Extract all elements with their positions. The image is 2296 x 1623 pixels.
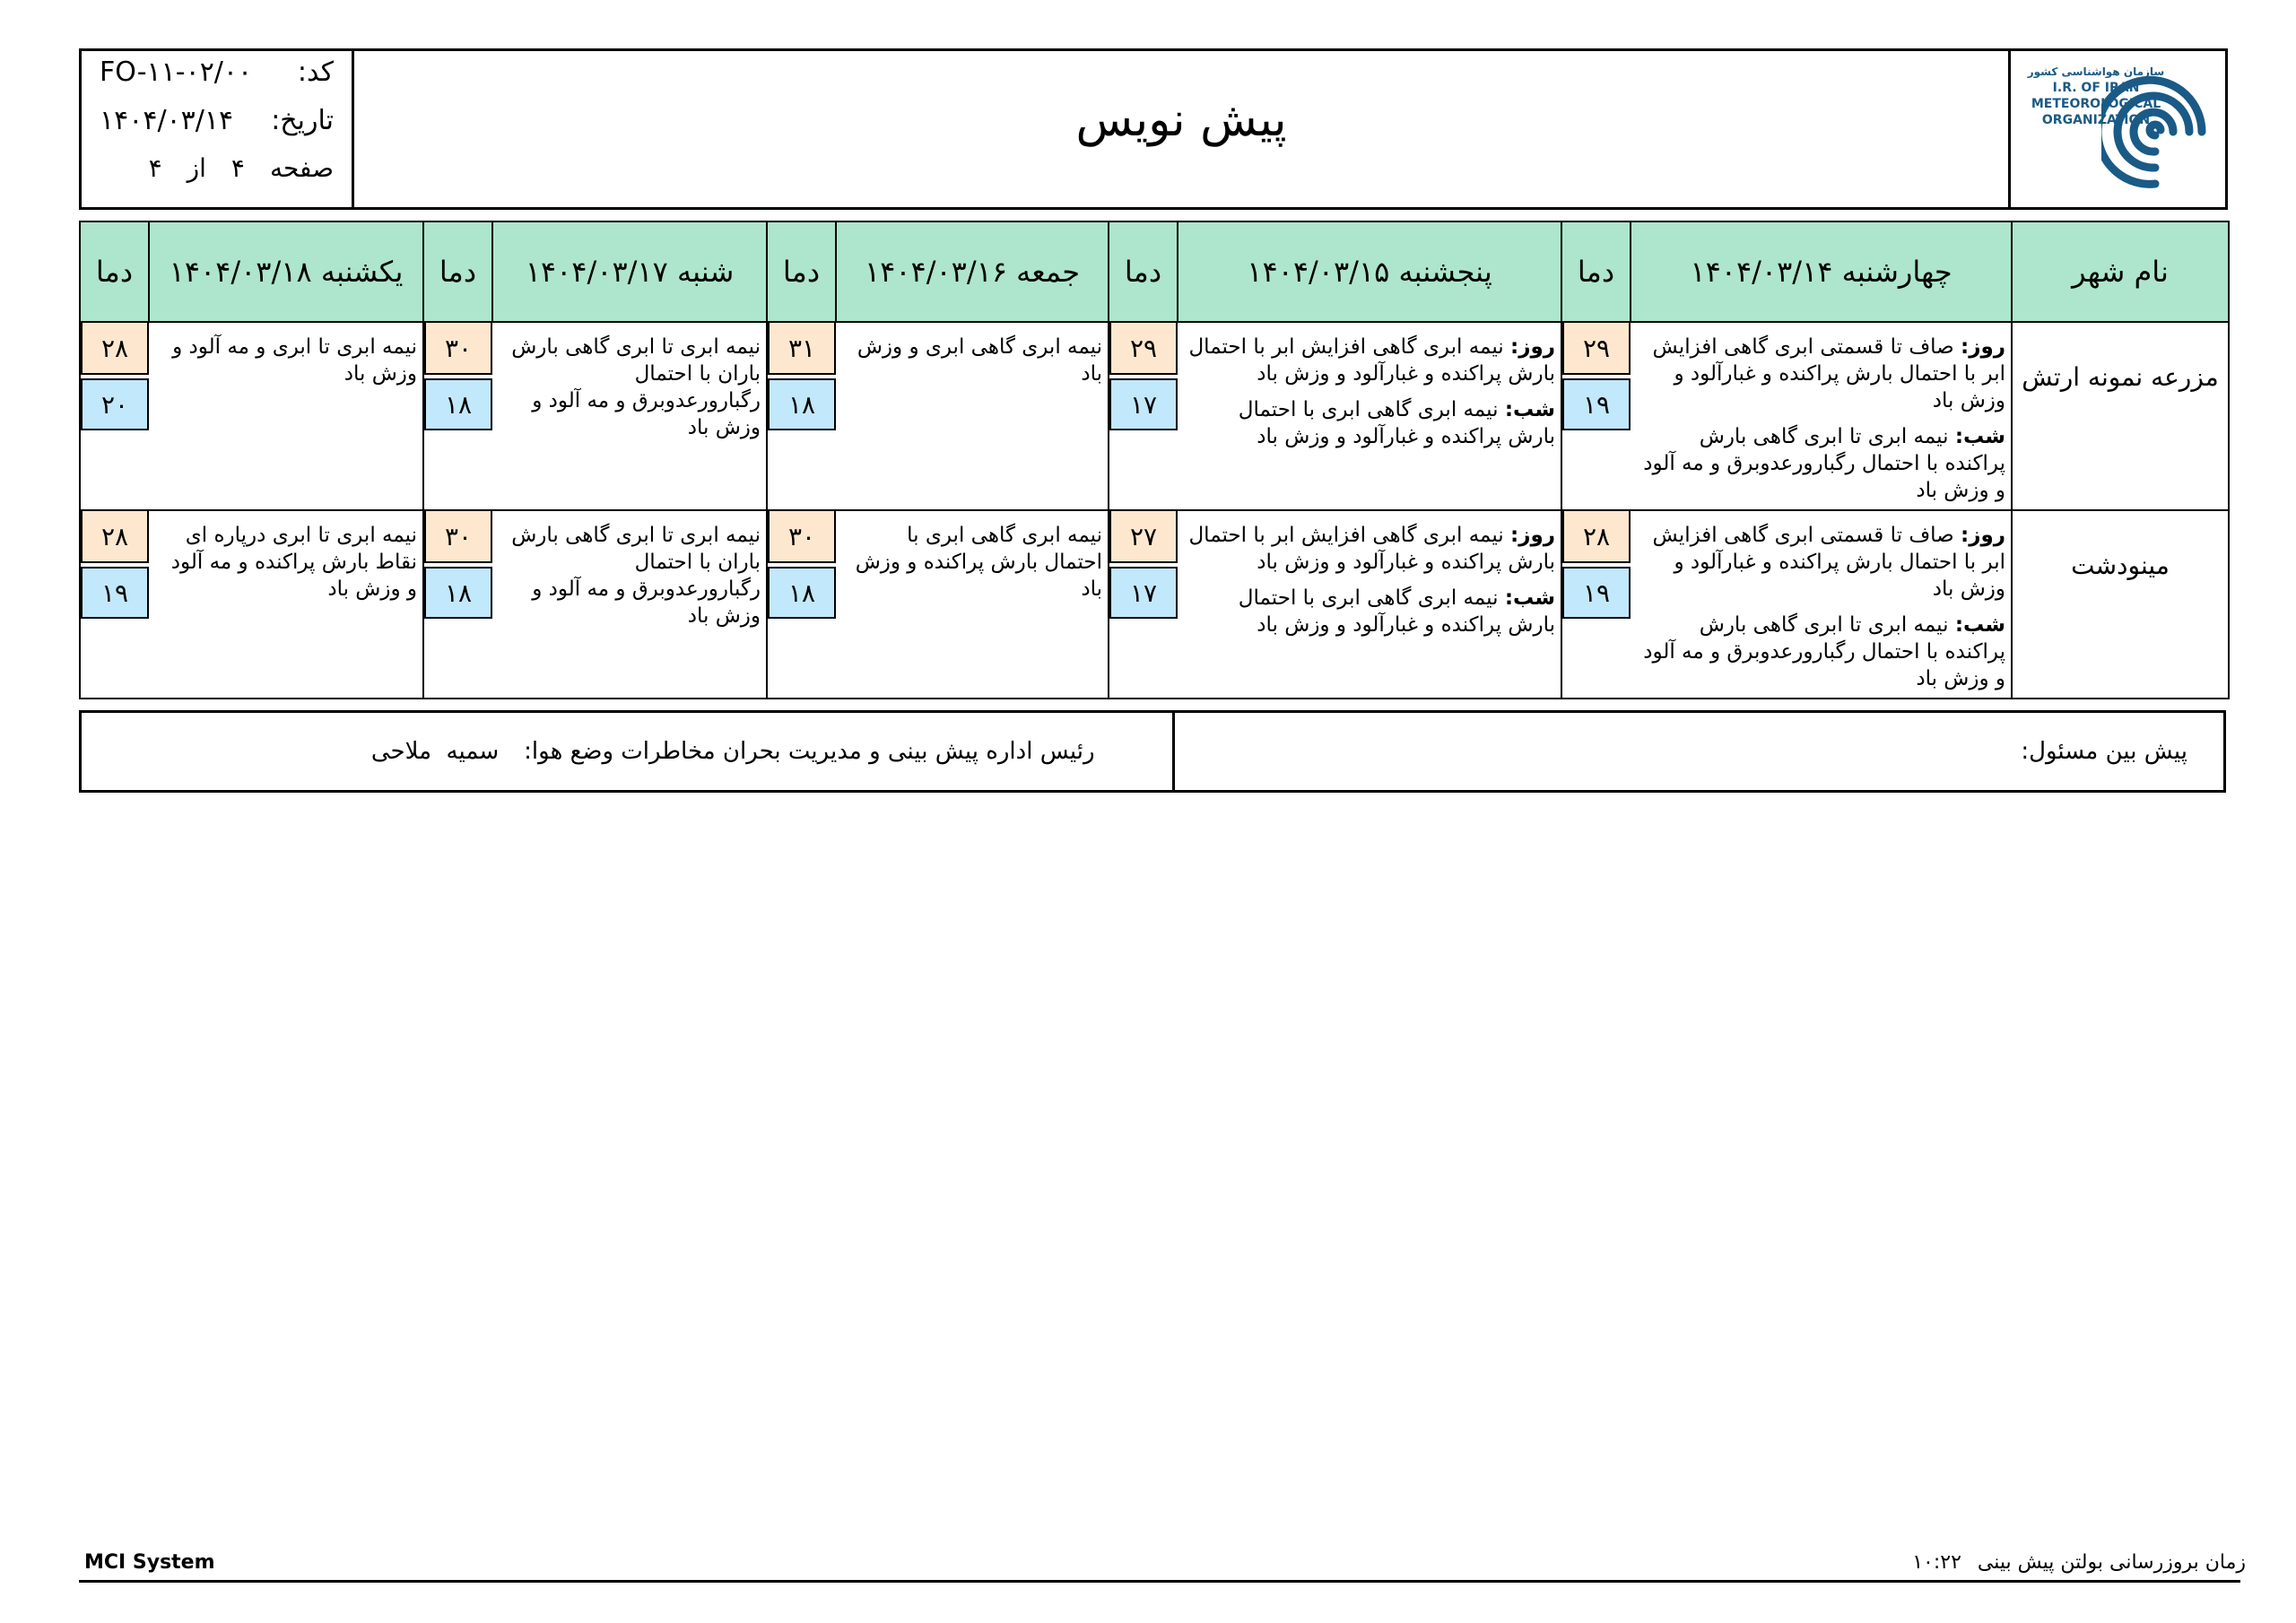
forecast-description [1631,510,2012,699]
temperature-cell [767,510,836,699]
night-label: شب: [1954,613,2005,637]
page-label: صفحه [269,153,334,183]
night-forecast [1187,585,1555,638]
date-row [100,105,334,153]
document-meta [82,51,354,207]
forecast-description [1178,322,1561,510]
temperature-cell [1109,510,1178,699]
city-name: مزرعه نمونه ارتش [2012,322,2229,510]
table-row [80,322,2229,510]
min-temp: ۱۷ [1109,378,1178,430]
temperature-cell [423,322,492,510]
spiral-logo-icon [2101,67,2209,193]
table-row [80,510,2229,699]
day-header: پنجشنبه ۱۴۰۴/۰۳/۱۵ [1178,221,1561,322]
max-temp: ۲۹ [1109,323,1178,375]
day-forecast [1187,334,1555,387]
day-forecast [1639,334,2005,414]
forecaster-cell [1172,713,2224,790]
forecast-description: نیمه ابری تا ابری و مه آلود و وزش باد [149,322,423,510]
max-temp: ۳۰ [424,323,492,375]
head-label: رئیس اداره پیش بینی و مدیریت بحران مخاطرات وضع هوا: [524,738,1095,765]
day-text: نیمه ابری گاهی افزایش ابر با احتمال بارش پراکنده و غبارآلود و وزش باد [1188,524,1555,574]
temperature-cell [1561,322,1631,510]
temperature-cell [1109,322,1178,510]
signature-box [79,710,2226,793]
temp-header: دما [1109,221,1178,322]
day-header: جمعه ۱۴۰۴/۰۳/۱۶ [836,221,1109,322]
max-temp: ۲۷ [1109,511,1178,563]
page-total: ۴ [148,153,162,183]
min-temp: ۲۰ [81,378,149,430]
night-label: شب: [1504,586,1555,610]
organization-logo [2008,51,2225,207]
logo-line-4: ORGANIZATION [2041,113,2151,127]
forecast-table [79,221,2230,699]
forecast-description [1178,510,1561,699]
night-text: نیمه ابری تا ابری گاهی بارش پراکنده با احتمال رگبارورعدوبرق و مه آلود و وزش باد [1643,425,2005,502]
max-temp: ۲۸ [81,511,149,563]
max-temp: ۲۸ [81,323,149,375]
temp-header: دما [80,221,149,322]
night-label: شب: [1954,425,2005,448]
min-temp: ۱۹ [1562,567,1631,619]
day-header: یکشنبه ۱۴۰۴/۰۳/۱۸ [149,221,423,322]
max-temp: ۳۰ [768,511,836,563]
day-text: صاف تا قسمتی ابری گاهی افزایش ابر با احتمال بارش پراکنده و غبارآلود و وزش باد [1652,335,2005,412]
system-name: MCI System [84,1551,215,1574]
page-row [100,153,334,202]
day-text: نیمه ابری گاهی افزایش ابر با احتمال بارش پراکنده و غبارآلود و وزش باد [1188,335,1555,386]
city-header: نام شهر [2012,221,2229,322]
date-value: ۱۴۰۴/۰۳/۱۴ [100,105,234,136]
max-temp: ۲۸ [1562,511,1631,563]
max-temp: ۳۱ [768,323,836,375]
logo-line-2: I.R. OF IRAN [2052,81,2140,95]
page-of: از [187,153,206,183]
min-temp: ۱۸ [768,567,836,619]
min-temp: ۱۷ [1109,567,1178,619]
temperature-cell [80,510,149,699]
night-text: نیمه ابری تا ابری گاهی بارش پراکنده با احتمال رگبارورعدوبرق و مه آلود و وزش باد [1643,613,2005,690]
forecast-description [1631,322,2012,510]
bulletin-header [79,48,2228,210]
logo-line-3: METEOROLOGICAL [2031,97,2161,111]
temperature-cell [1561,510,1631,699]
max-temp: ۳۰ [424,511,492,563]
forecast-description: نیمه ابری تا ابری گاهی بارش باران با احتمال رگبارورعدوبرق و مه آلود و وزش باد [492,510,767,699]
night-text: نیمه ابری گاهی ابری با احتمال بارش پراکنده و غبارآلود و وزش باد [1238,398,1555,448]
forecast-description: نیمه ابری تا ابری گاهی بارش باران با احتمال رگبارورعدوبرق و مه آلود و وزش باد [492,322,767,510]
head-name: سمیه ملاحی [370,738,500,765]
max-temp: ۲۹ [1562,323,1631,375]
page-current: ۴ [230,153,245,183]
day-forecast [1639,522,2005,603]
temperature-cell [767,322,836,510]
document-title: پیش نویس [1075,93,1287,147]
code-label: کد: [297,56,334,88]
footer-divider [79,1580,2240,1583]
min-temp: ۱۸ [424,378,492,430]
forecaster-label: پیش بین مسئول: [2021,738,2187,765]
day-label: روز: [1510,524,1555,547]
day-label: روز: [1961,524,2005,547]
day-header: چهارشنبه ۱۴۰۴/۰۳/۱۴ [1631,221,2012,322]
forecast-description: نیمه ابری گاهی ابری و وزش باد [836,322,1109,510]
head-cell [82,713,1172,790]
forecast-description: نیمه ابری تا ابری درپاره ای نقاط بارش پراکنده و مه آلود و وزش باد [149,510,423,699]
date-label: تاریخ: [271,105,334,136]
logo-line-1: سازمان هواشناسی کشور [2027,65,2165,78]
table-header-row [80,221,2229,322]
night-forecast [1639,612,2005,692]
code-value: FO-۱۱-۰۲/۰۰ [100,56,253,88]
forecast-description: نیمه ابری گاهی ابری با احتمال بارش پراکنده و وزش باد [836,510,1109,699]
update-label: زمان بروزرسانی بولتن پیش بینی [1977,1551,2246,1574]
temperature-cell [423,510,492,699]
night-forecast [1187,396,1555,450]
day-forecast [1187,522,1555,576]
day-text: صاف تا قسمتی ابری گاهی افزایش ابر با احتمال بارش پراکنده و غبارآلود و وزش باد [1652,524,2005,601]
day-label: روز: [1510,335,1555,359]
min-temp: ۱۸ [424,567,492,619]
update-time: ۱۰:۲۲ [1912,1551,1961,1574]
city-name: مینودشت [2012,510,2229,699]
update-time-row [1912,1551,2246,1574]
night-forecast [1639,423,2005,504]
temp-header: دما [423,221,492,322]
min-temp: ۱۸ [768,378,836,430]
code-row [100,56,334,105]
temperature-cell [80,322,149,510]
day-header: شنبه ۱۴۰۴/۰۳/۱۷ [492,221,767,322]
min-temp: ۱۹ [1562,378,1631,430]
night-label: شب: [1504,398,1555,421]
temp-header: دما [1561,221,1631,322]
night-text: نیمه ابری گاهی ابری با احتمال بارش پراکنده و غبارآلود و وزش باد [1238,586,1555,637]
day-label: روز: [1961,335,2005,359]
temp-header: دما [767,221,836,322]
min-temp: ۱۹ [81,567,149,619]
